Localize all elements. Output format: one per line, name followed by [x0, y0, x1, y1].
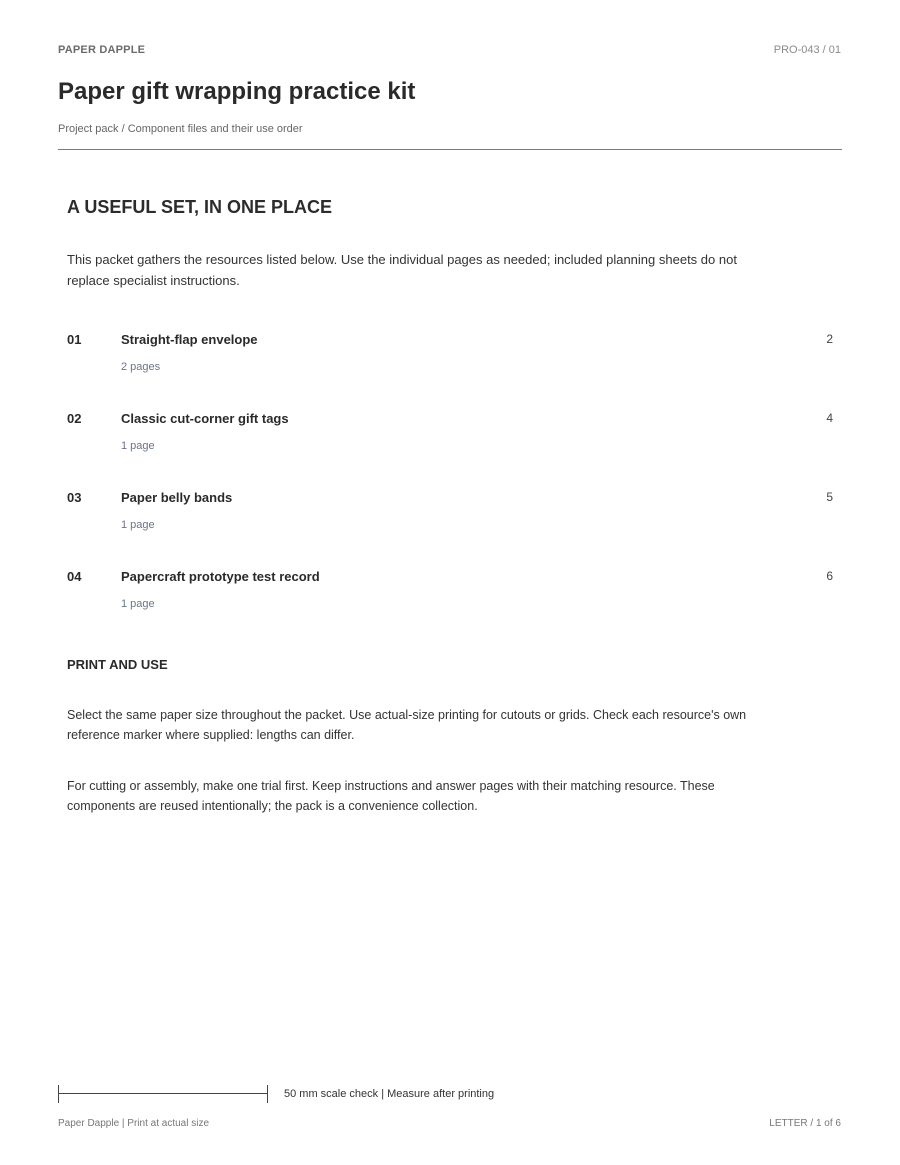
- contents-entry: [67, 569, 833, 629]
- footer-page-info: LETTER / 1 of 6: [769, 1118, 841, 1129]
- entry-title: Paper belly bands: [121, 490, 233, 505]
- entry-number: 02: [67, 411, 82, 426]
- contents-entry: [67, 490, 833, 550]
- scale-label: 50 mm scale check | Measure after printing: [284, 1088, 495, 1100]
- page-title: Paper gift wrapping practice kit: [58, 78, 416, 105]
- scale-bar: [58, 1085, 268, 1103]
- contents-entry: [67, 332, 833, 392]
- entry-page-count: 1 page: [121, 440, 155, 452]
- entry-number: 03: [67, 490, 82, 505]
- section-heading: A USEFUL SET, IN ONE PLACE: [67, 197, 333, 217]
- entry-title: Papercraft prototype test record: [121, 569, 320, 584]
- entry-page-number: 5: [826, 490, 833, 504]
- print-use-heading: PRINT AND USE: [67, 657, 168, 672]
- entry-page-count: 1 page: [121, 519, 155, 531]
- entry-page-number: 4: [826, 411, 833, 425]
- entry-title: Classic cut-corner gift tags: [121, 411, 289, 426]
- entry-number: 04: [67, 569, 82, 584]
- brand-name: PAPER DAPPLE: [58, 44, 146, 56]
- document-id: PRO-043 / 01: [773, 44, 841, 56]
- contents-entry: [67, 411, 833, 471]
- entry-page-number: 2: [826, 332, 833, 346]
- entry-page-count: 1 page: [121, 598, 155, 610]
- intro-paragraph: This packet gathers the resources listed below. Use the individual pages as needed; included planning sheets do not replace specialist instructions.: [67, 252, 737, 288]
- entry-number: 01: [67, 332, 82, 347]
- assembly-paragraph: For cutting or assembly, make one trial first. Keep instructions and answer pages with their matching resource. These components are reused intentionally; the pack is a convenience collection.: [67, 779, 715, 813]
- page-subtitle: Project pack / Component files and their use order: [58, 123, 303, 135]
- scale-tick-left: [58, 1085, 59, 1103]
- header-divider: [58, 149, 842, 150]
- print-paragraph: Select the same paper size throughout the packet. Use actual-size printing for cutouts or grids. Check each resource's own reference marker where supplied: lengths can differ.: [67, 708, 747, 742]
- footer-brand: Paper Dapple | Print at actual size: [58, 1118, 210, 1129]
- scale-tick-right: [267, 1085, 268, 1103]
- entry-page-count: 2 pages: [121, 361, 161, 373]
- entry-page-number: 6: [826, 569, 833, 583]
- scale-line: [58, 1093, 268, 1094]
- entry-title: Straight-flap envelope: [121, 332, 258, 347]
